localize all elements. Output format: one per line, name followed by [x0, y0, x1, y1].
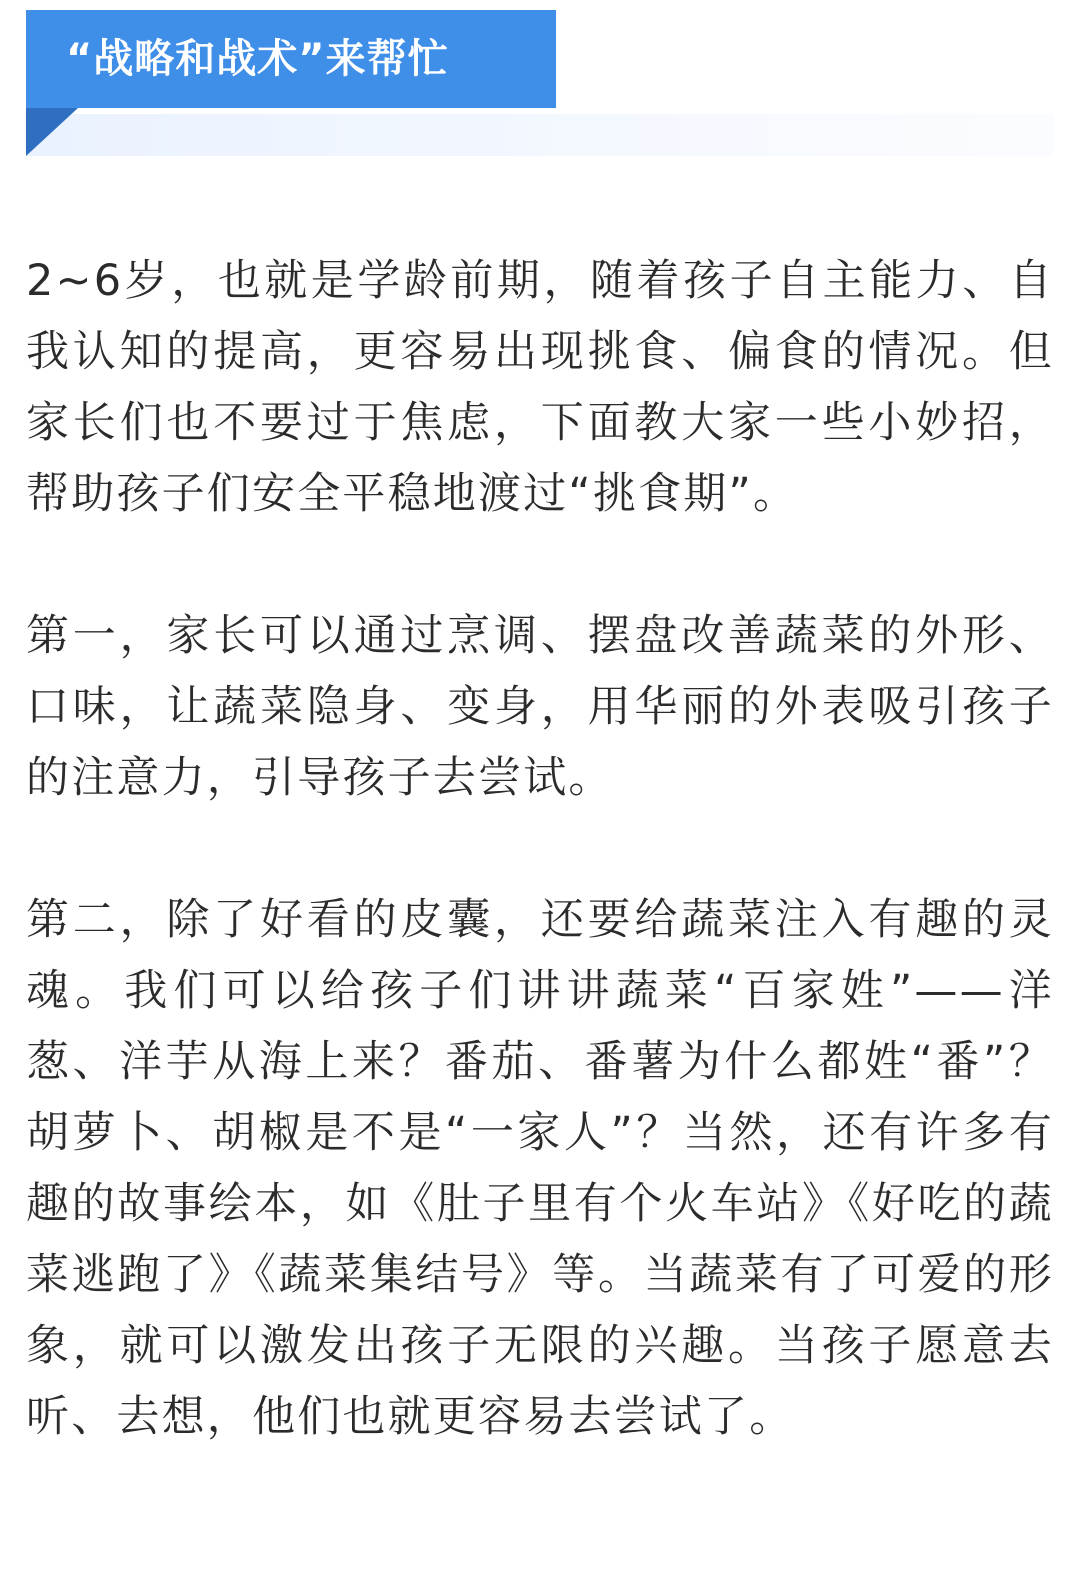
paragraph-first-tip: 第一，家长可以通过烹调、摆盘改善蔬菜的外形、口味，让蔬菜隐身、变身，用华丽的外表吸引孩子的注意力，引导孩子去尝试。	[26, 611, 1054, 803]
article-body	[26, 246, 1054, 1453]
header-fold	[26, 108, 78, 156]
paragraph-second-tip: 第二，除了好看的皮囊，还要给蔬菜注入有趣的灵魂。我们可以给孩子们讲讲蔬菜“百家姓”——洋葱、洋芋从海上来？番茄、番薯为什么都姓“番”？胡萝卜、胡椒是不是“一家人”？当然，还有许多有趣的故事绘本，如《肚子里有个火车站》《好吃的蔬菜逃跑了》《蔬菜集结号》等。当蔬菜有了可爱的形象，就可以激发出孩子无限的兴趣。当孩子愿意去听、去想，他们也就更容易去尝试了。	[26, 895, 1054, 1442]
paragraph-intro: 2~6岁，也就是学龄前期，随着孩子自主能力、自我认知的提高，更容易出现挑食、偏食的情况。但家长们也不要过于焦虑，下面教大家一些小妙招，帮助孩子们安全平稳地渡过“挑食期”。	[26, 256, 1054, 519]
section-title: “战略和战术”来帮忙	[66, 36, 449, 82]
header-band	[26, 114, 1054, 156]
section-header	[26, 10, 1054, 148]
